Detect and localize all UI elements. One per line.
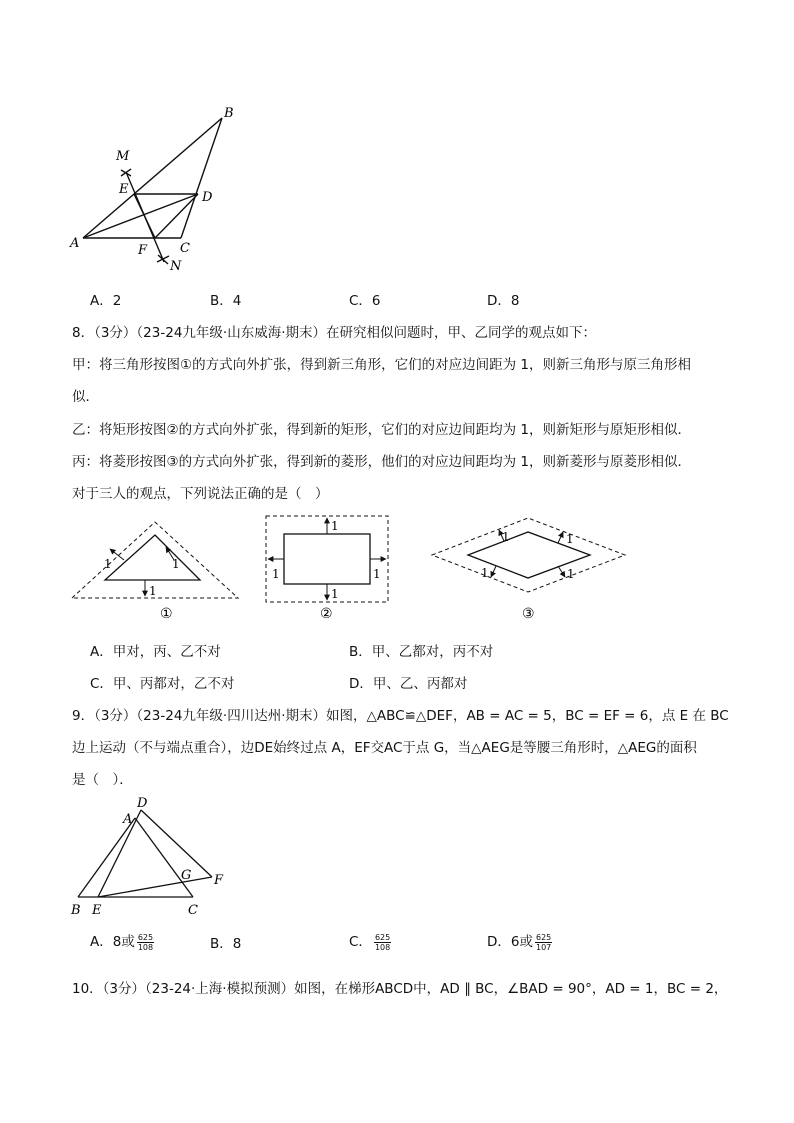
- distance-label: 1: [104, 557, 112, 571]
- q9-option-a[interactable]: [90, 932, 154, 952]
- fig-label-2: ②: [320, 606, 333, 622]
- q9-option-b[interactable]: B．8: [210, 936, 242, 952]
- fraction-denominator: 107: [535, 942, 552, 952]
- q9-figure: [60, 796, 240, 920]
- q8-yi: 乙：将矩形按图②的方式向外扩张，得到新的矩形，它们的对应边间距均为 1，则新矩形与原矩形相似．: [72, 422, 691, 438]
- distance-label: 1: [149, 584, 157, 598]
- q8-option-c[interactable]: C．甲、丙都对，乙不对: [90, 676, 235, 692]
- q7-option-b[interactable]: B．4: [210, 293, 242, 309]
- fraction-numerator: 625: [535, 932, 552, 942]
- q7-figure: [60, 100, 260, 280]
- point-label: N: [170, 259, 182, 274]
- point-label: C: [180, 241, 190, 256]
- q7-option-c[interactable]: C．6: [349, 293, 381, 309]
- q8-option-a[interactable]: A．甲对，丙、乙不对: [90, 644, 221, 660]
- distance-label: 1: [481, 566, 489, 580]
- q9-option-c[interactable]: [349, 932, 391, 952]
- point-label: G: [181, 868, 192, 883]
- distance-label: 1: [502, 530, 510, 544]
- q8-jia-line2: 似．: [72, 389, 99, 405]
- distance-label: 1: [272, 567, 280, 581]
- point-label: D: [202, 190, 213, 205]
- q8-figures: [60, 508, 640, 628]
- point-label: M: [116, 149, 130, 164]
- point-label: C: [188, 903, 198, 918]
- q8-header: 8．（3分）（23-24九年级·山东威海·期末）在研究相似问题时，甲、乙同学的观点如下：: [72, 325, 596, 341]
- q9-line3: 是（ ）．: [72, 772, 133, 788]
- option-prefix: A．8或: [90, 934, 135, 950]
- q8-option-d[interactable]: D．甲、乙、丙都对: [349, 676, 468, 692]
- fraction-denominator: 108: [374, 942, 391, 952]
- q8-option-b[interactable]: B．甲、乙都对，丙不对: [349, 644, 494, 660]
- point-label: D: [137, 796, 148, 811]
- q8-jia-line1: 甲：将三角形按图①的方式向外扩张，得到新三角形，它们的对应边间距为 1，则新三角形与原三角形相: [72, 357, 691, 373]
- distance-label: 1: [567, 567, 575, 581]
- q7-option-a[interactable]: A．2: [90, 293, 122, 309]
- fraction: [535, 933, 552, 952]
- q9-option-d[interactable]: [487, 932, 552, 952]
- q7-option-d[interactable]: D．8: [487, 293, 520, 309]
- distance-label: 1: [331, 587, 339, 601]
- point-label: B: [224, 106, 234, 121]
- fraction-numerator: 625: [374, 932, 391, 942]
- q9-line2: 边上运动（不与端点重合），边DE始终过点 A，EF交AC于点 G，当△AEG是等腰三角形时，△AEG的面积: [72, 740, 697, 756]
- q9-line1: 9．（3分）（23-24九年级·四川达州·期末）如图，△ABC≌△DEF，AB = AC = 5，BC = EF = 6，点 E 在 BC: [72, 708, 729, 724]
- point-label: A: [70, 236, 80, 251]
- point-label: E: [119, 182, 129, 197]
- point-label: F: [138, 243, 148, 258]
- point-label: F: [214, 873, 224, 888]
- q8-bing: 丙：将菱形按图③的方式向外扩张，得到新的菱形，他们的对应边间距均为 1，则新菱形与原菱形相似．: [72, 454, 691, 470]
- distance-label: 1: [331, 519, 339, 533]
- distance-label: 1: [566, 532, 574, 546]
- fig-label-3: ③: [522, 606, 535, 622]
- q8-question: 对于三人的观点，下列说法正确的是（ ）: [72, 486, 329, 502]
- fraction: [374, 933, 391, 952]
- point-label: E: [92, 903, 102, 918]
- option-prefix: D．6或: [487, 934, 533, 950]
- distance-label: 1: [172, 557, 180, 571]
- distance-label: 1: [373, 567, 381, 581]
- point-label: B: [71, 903, 81, 918]
- option-prefix: C．: [349, 934, 372, 950]
- q10-line1: 10．（3分）（23-24·上海·模拟预测）如图，在梯形ABCD中，AD ∥ BC，∠BAD = 90°，AD = 1，BC = 2，: [72, 981, 728, 997]
- fraction-denominator: 108: [137, 942, 154, 952]
- fig-label-1: ①: [160, 606, 173, 622]
- fraction: [137, 933, 154, 952]
- point-label: A: [123, 812, 133, 827]
- fraction-numerator: 625: [137, 932, 154, 942]
